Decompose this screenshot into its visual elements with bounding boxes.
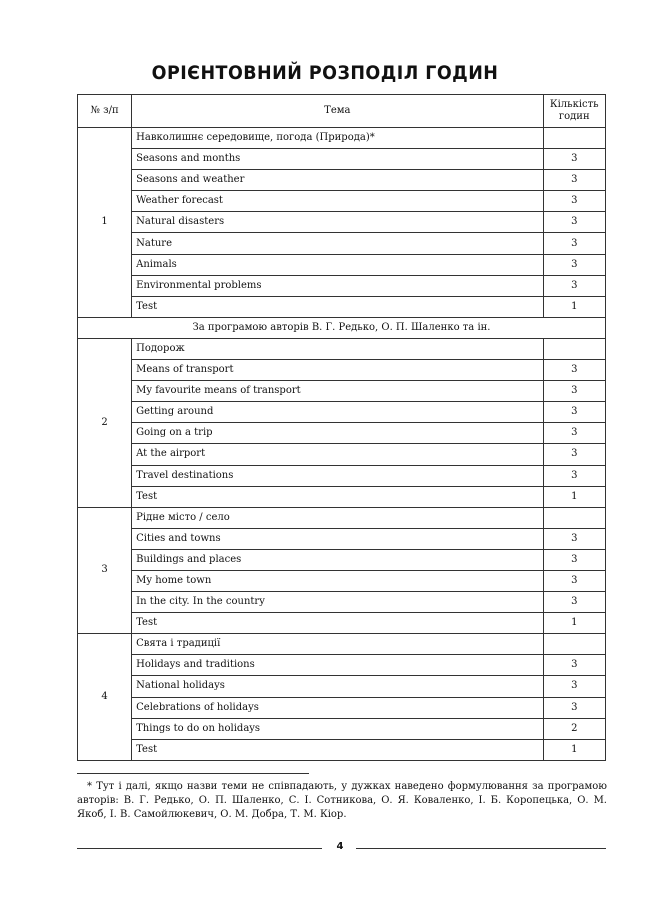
topic-cell: Environmental problems bbox=[132, 275, 543, 296]
section-row bbox=[78, 128, 606, 149]
hours-cell: 3 bbox=[543, 233, 606, 254]
table-row bbox=[78, 381, 606, 402]
hours-cell: 3 bbox=[543, 655, 606, 676]
topic-cell: Animals bbox=[132, 254, 543, 275]
section-title: Рідне місто / село bbox=[132, 507, 543, 528]
hours-cell: 1 bbox=[543, 486, 606, 507]
section-hours bbox=[543, 507, 606, 528]
hours-distribution-table bbox=[77, 94, 606, 761]
section-hours bbox=[543, 128, 606, 149]
section-row bbox=[78, 507, 606, 528]
table-row bbox=[78, 170, 606, 191]
section-hours bbox=[543, 634, 606, 655]
topic-cell: Weather forecast bbox=[132, 191, 543, 212]
topic-cell: Means of transport bbox=[132, 360, 543, 381]
topic-cell: Getting around bbox=[132, 402, 543, 423]
page-title: ОРІЄНТОВНИЙ РОЗПОДІЛ ГОДИН bbox=[151, 62, 499, 84]
program-banner: За програмою авторів В. Г. Редько, О. П. Шаленко та ін. bbox=[78, 317, 606, 338]
topic-cell: Buildings and places bbox=[132, 549, 543, 570]
topic-cell: Travel destinations bbox=[132, 465, 543, 486]
section-title: Навколишнє середовище, погода (Природа)* bbox=[132, 128, 543, 149]
table-row bbox=[78, 402, 606, 423]
topic-cell: Celebrations of holidays bbox=[132, 697, 543, 718]
hours-cell: 2 bbox=[543, 718, 606, 739]
section-hours bbox=[543, 338, 606, 359]
topic-cell: Test bbox=[132, 296, 543, 317]
table-row bbox=[78, 676, 606, 697]
table-body bbox=[78, 128, 606, 761]
table-row bbox=[78, 360, 606, 381]
table-row bbox=[78, 655, 606, 676]
topic-cell: Natural disasters bbox=[132, 212, 543, 233]
table-row bbox=[78, 486, 606, 507]
hours-cell: 3 bbox=[543, 381, 606, 402]
topic-cell: Test bbox=[132, 613, 543, 634]
table-row bbox=[78, 275, 606, 296]
hours-cell: 3 bbox=[543, 275, 606, 296]
topic-cell: My favourite means of transport bbox=[132, 381, 543, 402]
program-banner-row bbox=[78, 317, 606, 338]
hours-cell: 3 bbox=[543, 570, 606, 591]
topic-cell: Holidays and traditions bbox=[132, 655, 543, 676]
section-number: 1 bbox=[78, 128, 132, 318]
header-topic: Тема bbox=[132, 95, 543, 128]
hours-cell: 3 bbox=[543, 402, 606, 423]
hours-cell: 3 bbox=[543, 444, 606, 465]
hours-cell: 1 bbox=[543, 296, 606, 317]
page-number: 4 bbox=[336, 841, 344, 852]
table-row bbox=[78, 191, 606, 212]
topic-cell: Seasons and weather bbox=[132, 170, 543, 191]
hours-cell: 3 bbox=[543, 170, 606, 191]
header-number: № з/п bbox=[78, 95, 132, 128]
table-row bbox=[78, 233, 606, 254]
topic-cell: Test bbox=[132, 739, 543, 760]
section-number: 3 bbox=[78, 507, 132, 634]
table-row bbox=[78, 465, 606, 486]
table-row bbox=[78, 613, 606, 634]
table-row bbox=[78, 254, 606, 275]
section-title: Свята і традиції bbox=[132, 634, 543, 655]
hours-cell: 3 bbox=[543, 360, 606, 381]
header-hours: Кількість годин bbox=[543, 95, 606, 128]
table-row bbox=[78, 592, 606, 613]
topic-cell: Going on a trip bbox=[132, 423, 543, 444]
section-title: Подорож bbox=[132, 338, 543, 359]
topic-cell: Things to do on holidays bbox=[132, 718, 543, 739]
hours-cell: 3 bbox=[543, 423, 606, 444]
hours-cell: 3 bbox=[543, 254, 606, 275]
hours-cell: 3 bbox=[543, 212, 606, 233]
table-row bbox=[78, 570, 606, 591]
topic-cell: Seasons and months bbox=[132, 149, 543, 170]
topic-cell: Test bbox=[132, 486, 543, 507]
hours-cell: 3 bbox=[543, 549, 606, 570]
table-row bbox=[78, 212, 606, 233]
table-row bbox=[78, 528, 606, 549]
topic-cell: Cities and towns bbox=[132, 528, 543, 549]
table-row bbox=[78, 149, 606, 170]
hours-cell: 3 bbox=[543, 465, 606, 486]
section-number: 2 bbox=[78, 338, 132, 507]
topic-cell: National holidays bbox=[132, 676, 543, 697]
footnote: * Тут і далі, якщо назви теми не співпадають, у дужках наведено формулювання за програмою авторів: В. Г. Редько, О. П. Шаленко, С. І. Сотникова, О. Я. Коваленко, І. Б. Коропецька, О. М. Якоб, І. В. Самойлюкевич, О. М. Добра, Т. М. Кіор. bbox=[77, 781, 607, 820]
hours-cell: 1 bbox=[543, 739, 606, 760]
table-row bbox=[78, 444, 606, 465]
section-row bbox=[78, 634, 606, 655]
hours-cell: 1 bbox=[543, 613, 606, 634]
topic-cell: At the airport bbox=[132, 444, 543, 465]
table-header-row bbox=[78, 95, 606, 128]
hours-cell: 3 bbox=[543, 592, 606, 613]
footer-rule-right bbox=[356, 848, 606, 849]
topic-cell: In the city. In the country bbox=[132, 592, 543, 613]
hours-cell: 3 bbox=[543, 697, 606, 718]
table-row bbox=[78, 739, 606, 760]
footnote-divider bbox=[77, 773, 309, 774]
section-row bbox=[78, 338, 606, 359]
hours-cell: 3 bbox=[543, 149, 606, 170]
table-row bbox=[78, 549, 606, 570]
topic-cell: My home town bbox=[132, 570, 543, 591]
section-number: 4 bbox=[78, 634, 132, 761]
footer-rule-left bbox=[77, 848, 322, 849]
table-row bbox=[78, 697, 606, 718]
hours-cell: 3 bbox=[543, 528, 606, 549]
table-row bbox=[78, 718, 606, 739]
topic-cell: Nature bbox=[132, 233, 543, 254]
table-row bbox=[78, 296, 606, 317]
table-row bbox=[78, 423, 606, 444]
hours-cell: 3 bbox=[543, 191, 606, 212]
hours-cell: 3 bbox=[543, 676, 606, 697]
